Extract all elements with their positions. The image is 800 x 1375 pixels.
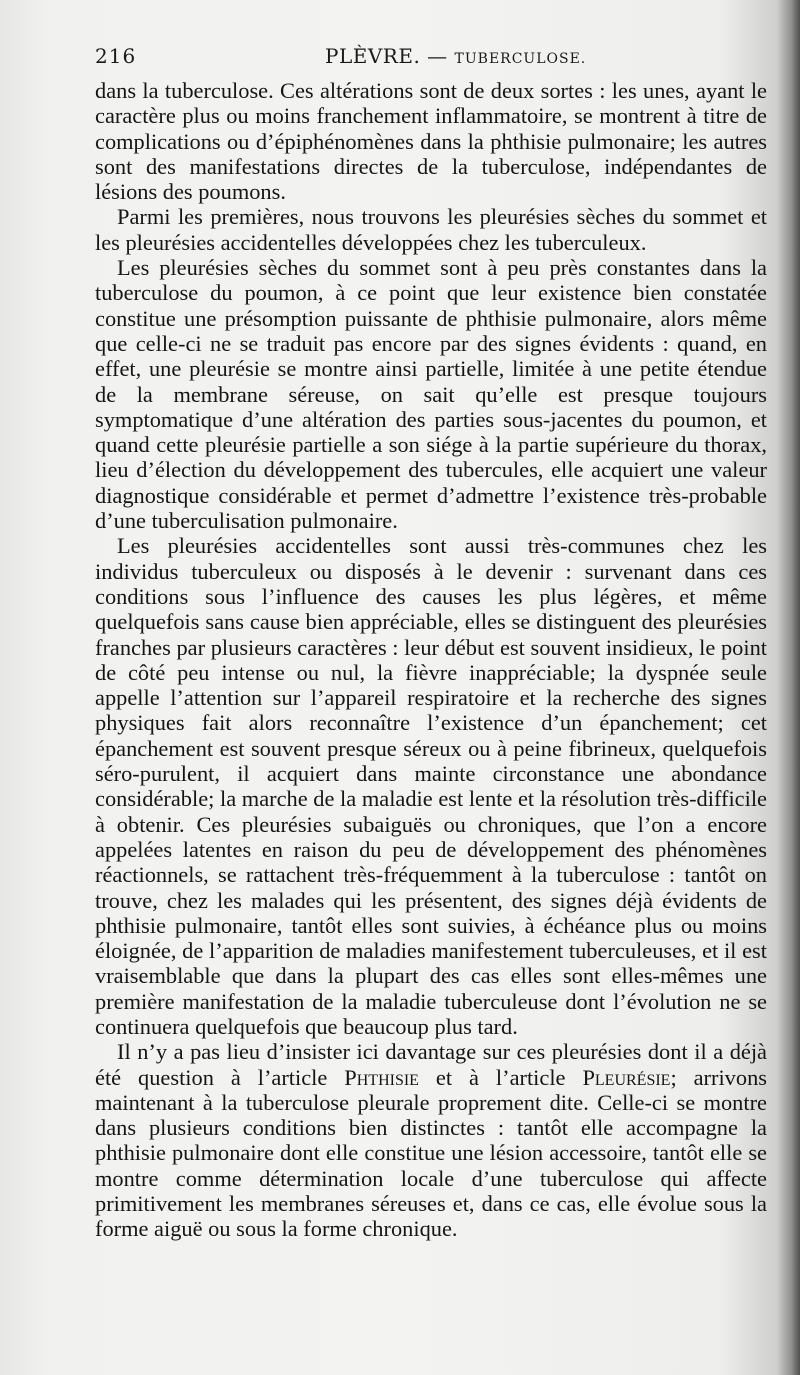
paragraph-continuation: dans la tuberculose. Ces altérations sont de deux sortes : les unes, ayant le caractère plus ou moins franchement inflammatoire, se montrent à titre de complications ou d’épiphénomènes dans la phthisie pulmonaire; les autres sont des manifestations directes de la tuberculose, indépendantes de lésions des poumons.	[95, 78, 767, 205]
book-gutter-shadow	[778, 0, 800, 1375]
running-title-main: PLÈVRE. —	[325, 44, 448, 68]
paragraph-text-before: Il n’y a pas lieu d’insister ici davantage sur ces pleurésies dont il a déjà été question à l’article	[95, 1039, 767, 1090]
paragraph-premieres: Parmi les premières, nous trouvons les pleurésies sèches du sommet et les pleurésies accidentelles développées chez les tuberculeux.	[95, 204, 767, 255]
paragraph-text-middle: et à l’article	[418, 1064, 583, 1090]
running-title	[325, 44, 586, 68]
paragraph-pleuresies-seches: Les pleurésies sèches du sommet sont à peu près constantes dans la tuberculose du poumon, à ce point que leur existence bien constatée constitue une présomption puissante de phthisie pulmonaire, alors même que celle-ci ne se traduit pas encore par des signes évidents : quand, en effet, une pleurésie se montre ainsi partielle, limitée à une petite étendue de la membrane séreuse, on sait qu’elle est presque toujours symptomatique d’une altération des parties sous-jacentes du poumon, et quand cette pleurésie partielle a son siége à la partie supérieure du thorax, lieu d’élection du développement des tubercules, elle acquiert une valeur diagnostique considérable et permet d’admettre l’existence très-probable d’une tuberculisation pulmonaire.	[95, 255, 767, 534]
page-number: 216	[95, 44, 137, 68]
paragraph-tuberculose-pleurale	[95, 1039, 767, 1241]
running-header	[95, 44, 775, 78]
running-title-sub: TUBERCULOSE.	[454, 51, 587, 67]
paragraph-text-after: ; arrivons maintenant à la tuberculose pleurale proprement dite. Celle-ci se montre dans plusieurs conditions bien distinctes : tantôt elle accompagne la phthisie pulmonaire dont elle constitue une lésion accessoire, tantôt elle se montre comme détermination locale d’une tuberculose qui affecte primitivement les membranes séreuses et, dans ce cas, elle évolue sous la forme aiguë ou sous la forme chronique.	[95, 1064, 767, 1242]
cross-reference-phthisie: Phthisie	[344, 1064, 419, 1090]
body-text	[95, 78, 767, 1242]
paragraph-pleuresies-accidentelles: Les pleurésies accidentelles sont aussi très-communes chez les individus tuberculeux ou disposés à le devenir : survenant dans ces conditions sous l’influence des causes les plus légères, et même quelquefois sans cause bien appréciable, elles se distinguent des pleurésies franches par plusieurs caractères : leur début est souvent insidieux, le point de côté peu intense ou nul, la fièvre inappréciable; la dyspnée seule appelle l’attention sur l’appareil respiratoire et la recherche des signes physiques fait alors reconnaître l’existence d’un épanchement; cet épanchement est souvent presque séreux ou à peine fibrineux, quelquefois séro-purulent, il acquiert dans mainte circonstance une abondance considérable; la marche de la maladie est lente et la résolution très-difficile à obtenir. Ces pleurésies subaiguës ou chroniques, que l’on a encore appelées latentes en raison du peu de développement des phénomènes réactionnels, se rattachent très-fréquemment à la tuberculose : tantôt on trouve, chez les malades qui les présentent, des signes déjà évidents de phthisie pulmonaire, tantôt elles sont suivies, à échéance plus ou moins éloignée, de l’apparition de maladies manifestement tuberculeuses, et il est vraisemblable que dans la plupart des cas elles sont elles-mêmes une première manifestation de la maladie tuberculeuse dont l’évolution ne se continuera quelquefois que beaucoup plus tard.	[95, 533, 767, 1039]
cross-reference-pleuresie: Pleurésie	[582, 1064, 671, 1090]
